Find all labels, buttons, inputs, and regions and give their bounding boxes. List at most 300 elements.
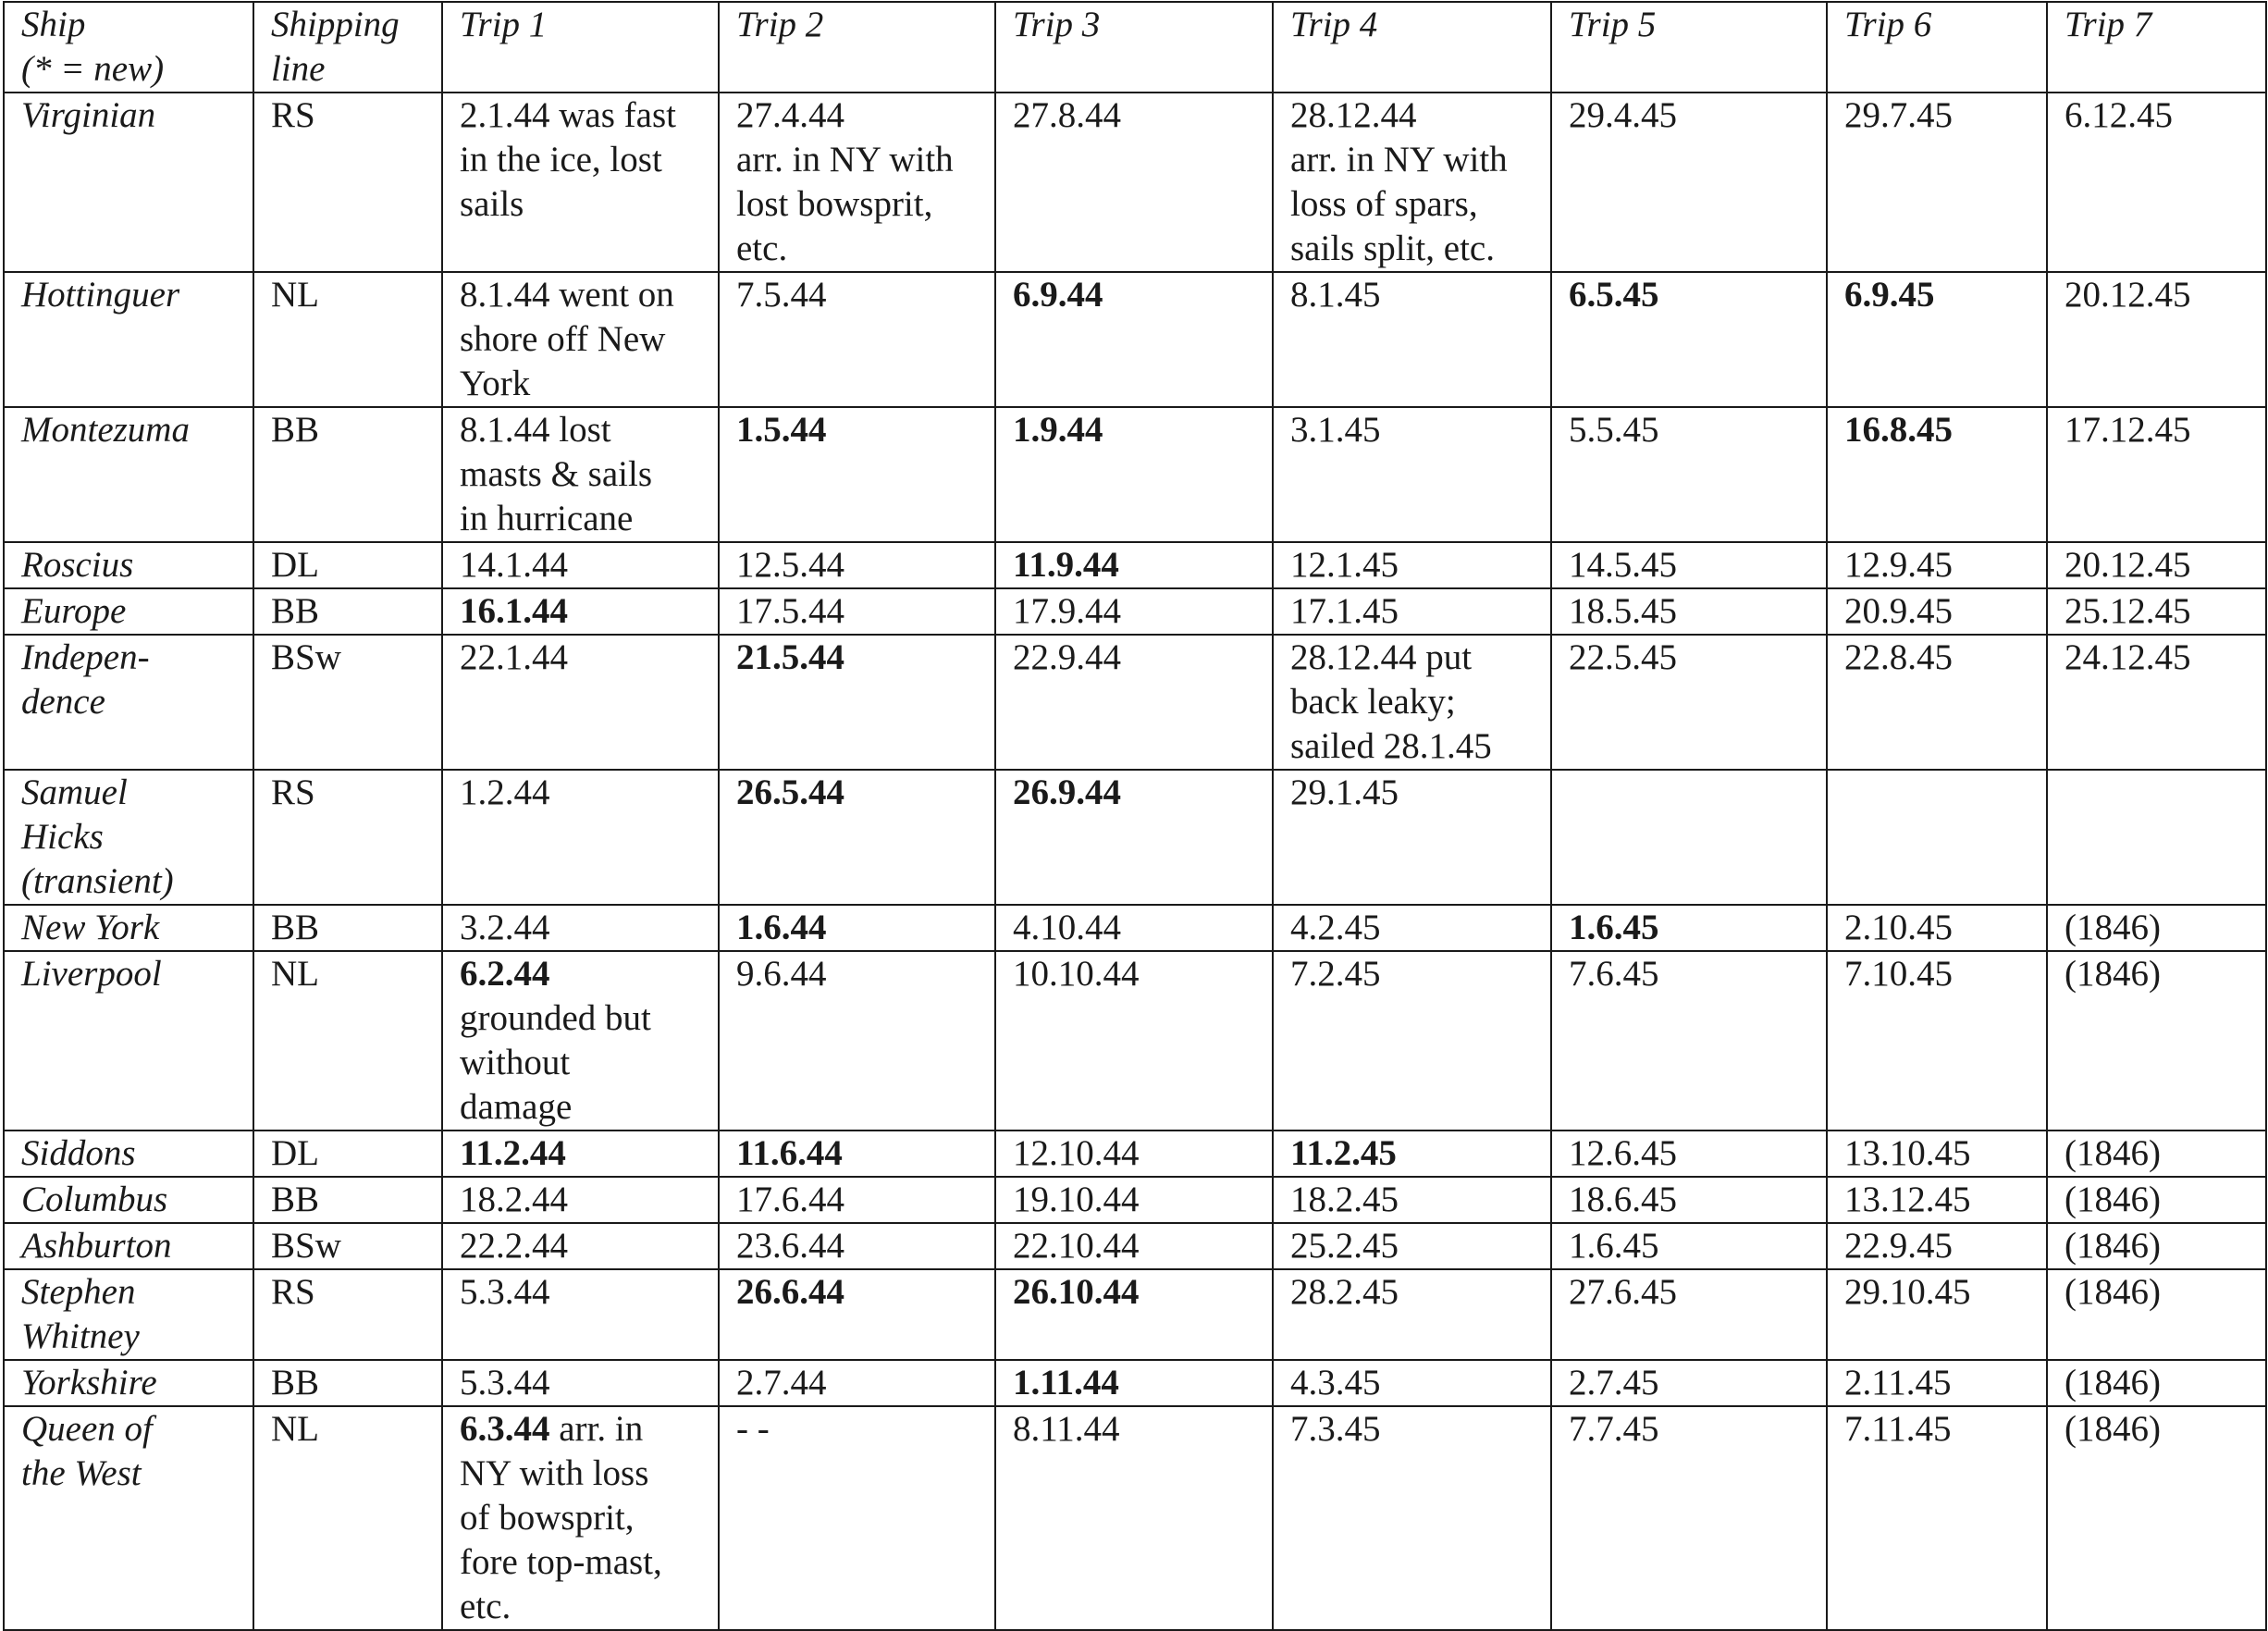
trip-text-line: [2065, 1131, 2260, 1176]
trip-2-cell: [719, 1177, 995, 1223]
trip-text-line: [1290, 543, 1545, 587]
trip-4-cell: [1273, 635, 1551, 770]
trip-text: 27.8.44: [1013, 95, 1121, 135]
trip-text-line: [460, 138, 712, 182]
trip-6-cell: [1827, 588, 2047, 635]
ship-name-line: Yorkshire: [21, 1363, 157, 1402]
trip-text-line: [2065, 952, 2260, 996]
trip-text: 7.5.44: [736, 275, 827, 315]
trip-text-line: [736, 952, 989, 996]
trip-text-line: [2065, 408, 2260, 452]
trip-4-cell: [1273, 951, 1551, 1131]
trip-text-line: [736, 1178, 989, 1222]
trip-2-cell: [719, 951, 995, 1131]
ship-name-cell: [4, 1223, 253, 1269]
table-row: [4, 905, 2266, 951]
trip-text-line: [736, 1270, 989, 1315]
trip-text-line: [2065, 636, 2260, 680]
trip-text: 2.7.44: [736, 1363, 827, 1402]
trip-text-line: [1569, 1224, 1820, 1268]
trip-text: York: [460, 364, 531, 403]
trip-date-bold: 6.2.44: [460, 954, 550, 994]
ship-name-line: (transient): [21, 861, 174, 901]
trip-1-cell: [442, 588, 719, 635]
trip-text-line: [460, 1540, 712, 1585]
trip-text-line: [1569, 1131, 1820, 1176]
ship-name-cell: [4, 951, 253, 1131]
trip-1-cell: [442, 1131, 719, 1177]
trip-text: 22.8.45: [1844, 637, 1953, 677]
trip-7-cell: [2047, 1131, 2266, 1177]
trip-text-line: [1844, 408, 2040, 452]
trip-text-line: [736, 93, 989, 138]
header-ship-line: (* = new): [21, 49, 165, 89]
trip-text-line: [1569, 589, 1820, 634]
ship-name-cell: [4, 905, 253, 951]
ship-name-cell: [4, 1177, 253, 1223]
trip-text-line: [460, 771, 712, 815]
trip-text: etc.: [460, 1587, 512, 1626]
ship-name-cell: [4, 93, 253, 272]
trip-date-bold: 11.9.44: [1013, 545, 1119, 585]
trip-3-cell: [995, 542, 1273, 588]
trip-text: 4.3.45: [1290, 1363, 1381, 1402]
trip-6-cell: [1827, 1406, 2047, 1630]
trip-3-cell: [995, 1406, 1273, 1630]
header-line-text: line: [271, 49, 326, 89]
trip-text-line: [1844, 952, 2040, 996]
ship-name-cell: [4, 1406, 253, 1630]
trip-text-line: [460, 1361, 712, 1405]
table-body: [4, 93, 2266, 1630]
trip-1-cell: [442, 1177, 719, 1223]
trip-2-cell: [719, 1269, 995, 1360]
trip-1-cell: [442, 770, 719, 905]
shipping-line-cell: RS: [253, 770, 442, 905]
trip-date-bold: 26.5.44: [736, 772, 844, 812]
trip-text-line: [736, 408, 989, 452]
trip-text: without: [460, 1043, 571, 1082]
header-trip-7: Trip 7: [2047, 2, 2266, 93]
trip-text: sails: [460, 184, 524, 224]
trip-5-cell: [1551, 951, 1827, 1131]
header-trip-6: Trip 6: [1827, 2, 2047, 93]
trip-1-cell: [442, 905, 719, 951]
trip-text: 3.2.44: [460, 908, 550, 947]
trip-text: back leaky;: [1290, 682, 1456, 722]
trip-text-line: [1013, 1224, 1266, 1268]
trip-text-line: [1290, 952, 1545, 996]
trip-3-cell: [995, 93, 1273, 272]
ship-name-line: Hottinguer: [21, 275, 180, 315]
trip-text-line: [1013, 408, 1266, 452]
trip-text: (1846): [2065, 908, 2161, 947]
trip-date-bold: 1.6.45: [1569, 908, 1659, 947]
trip-text-line: [1290, 680, 1545, 724]
trip-text: 27.6.45: [1569, 1272, 1677, 1312]
trip-text-line: [1013, 771, 1266, 815]
trip-date-bold: 6.5.45: [1569, 275, 1659, 315]
trip-7-cell: [2047, 951, 2266, 1131]
trip-text-line: [1290, 273, 1545, 317]
trip-text: in the ice, lost: [460, 140, 662, 179]
trip-1-cell: [442, 951, 719, 1131]
trip-text: 2.10.45: [1844, 908, 1953, 947]
trip-6-cell: [1827, 1269, 2047, 1360]
ship-name-line: Virginian: [21, 95, 156, 135]
shipping-line-cell: NL: [253, 951, 442, 1131]
trip-2-cell: [719, 1131, 995, 1177]
trip-text-line: [1290, 1224, 1545, 1268]
trip-2-cell: [719, 272, 995, 407]
trip-text-line: [736, 589, 989, 634]
trip-text-line: [460, 362, 712, 406]
trip-6-cell: [1827, 407, 2047, 542]
ship-name-line: Europe: [21, 591, 127, 631]
trip-text: 17.12.45: [2065, 410, 2191, 450]
shipping-line-cell: NL: [253, 272, 442, 407]
shipping-line-cell: BB: [253, 905, 442, 951]
table-row: [4, 588, 2266, 635]
trip-text: 28.2.45: [1290, 1272, 1399, 1312]
table-row: [4, 1406, 2266, 1630]
trip-text: 2.1.44 was fast: [460, 95, 676, 135]
trip-text: 3.1.45: [1290, 410, 1381, 450]
trip-text: loss of spars,: [1290, 184, 1478, 224]
trip-date-bold: 26.9.44: [1013, 772, 1121, 812]
trip-text-line: [1290, 589, 1545, 634]
shipping-line-cell: DL: [253, 542, 442, 588]
trip-text-line: [1290, 1361, 1545, 1405]
trip-text-line: [1013, 589, 1266, 634]
trip-text: (1846): [2065, 1180, 2161, 1219]
trip-6-cell: [1827, 951, 2047, 1131]
trip-text: 12.6.45: [1569, 1133, 1677, 1173]
table-row: [4, 1177, 2266, 1223]
ship-name-line: Hicks: [21, 817, 104, 857]
trip-text-line: [1844, 1361, 2040, 1405]
table-row: [4, 542, 2266, 588]
trip-text: fore top-mast,: [460, 1542, 662, 1582]
trip-text-line: [1013, 1361, 1266, 1405]
trip-text-line: [736, 1407, 989, 1452]
trip-text: sails split, etc.: [1290, 229, 1495, 268]
trip-4-cell: [1273, 1269, 1551, 1360]
trip-3-cell: [995, 1177, 1273, 1223]
trip-text-line: [1844, 273, 2040, 317]
trip-text: in hurricane: [460, 499, 634, 538]
trip-text: 17.9.44: [1013, 591, 1121, 631]
trip-text-line: [2065, 273, 2260, 317]
trip-text-line: [1844, 1131, 2040, 1176]
trip-text: (1846): [2065, 1363, 2161, 1402]
trip-5-cell: [1551, 1131, 1827, 1177]
trip-4-cell: [1273, 1406, 1551, 1630]
trip-5-cell: [1551, 272, 1827, 407]
trip-text: 14.1.44: [460, 545, 568, 585]
ship-name-cell: [4, 1360, 253, 1406]
trip-text-line: [460, 408, 712, 452]
header-trip-3: Trip 3: [995, 2, 1273, 93]
trip-text-line: [1844, 1178, 2040, 1222]
trip-text: 27.4.44: [736, 95, 844, 135]
trip-text: 17.5.44: [736, 591, 844, 631]
trip-text-line: [736, 906, 989, 950]
trip-text-line: [1569, 1407, 1820, 1452]
trip-date-bold: 6.3.44: [460, 1409, 550, 1449]
trip-text-line: [1013, 543, 1266, 587]
trip-3-cell: [995, 905, 1273, 951]
ship-name-line: Roscius: [21, 545, 134, 585]
trip-7-cell: [2047, 1177, 2266, 1223]
trip-text-line: [736, 636, 989, 680]
trip-text-line: [2065, 1270, 2260, 1315]
trip-6-cell: [1827, 1131, 2047, 1177]
trip-text-line: [460, 497, 712, 541]
trip-text: 7.3.45: [1290, 1409, 1381, 1449]
trip-text: 20.12.45: [2065, 275, 2191, 315]
trip-text-line: [1290, 182, 1545, 227]
trip-3-cell: [995, 272, 1273, 407]
trip-text-line: [460, 1496, 712, 1540]
trip-5-cell: [1551, 770, 1827, 905]
trip-text-line: [736, 1361, 989, 1405]
trip-1-cell: [442, 1406, 719, 1630]
trip-text: 24.12.45: [2065, 637, 2191, 677]
trip-5-cell: [1551, 1223, 1827, 1269]
trip-text: (1846): [2065, 1272, 2161, 1312]
trip-text-line: [1290, 227, 1545, 271]
ship-trips-table: [3, 1, 2267, 1631]
trip-text-line: [1569, 906, 1820, 950]
trip-text: 29.7.45: [1844, 95, 1953, 135]
trip-text-line: [1290, 408, 1545, 452]
trip-text-line: [460, 182, 712, 227]
trip-text: etc.: [736, 229, 788, 268]
trip-text-line: [736, 182, 989, 227]
trip-text: 18.5.45: [1569, 591, 1677, 631]
trip-text: 5.3.44: [460, 1363, 550, 1402]
trip-1-cell: [442, 272, 719, 407]
trip-5-cell: [1551, 635, 1827, 770]
trip-text-line: [1844, 93, 2040, 138]
trip-5-cell: [1551, 1269, 1827, 1360]
trip-text-line: [736, 1224, 989, 1268]
trip-text: 29.10.45: [1844, 1272, 1971, 1312]
trip-6-cell: [1827, 542, 2047, 588]
trip-text: 2.7.45: [1569, 1363, 1659, 1402]
trip-text: 5.5.45: [1569, 410, 1659, 450]
trip-7-cell: [2047, 407, 2266, 542]
trip-5-cell: [1551, 1177, 1827, 1223]
trip-text: 6.12.45: [2065, 95, 2173, 135]
trip-text-line: [1844, 906, 2040, 950]
trip-text-line: [1290, 1407, 1545, 1452]
trip-text-line: [1844, 1224, 2040, 1268]
ship-name-line: Indepen-: [21, 637, 150, 677]
trip-2-cell: [719, 905, 995, 951]
trip-text-line: [2065, 1224, 2260, 1268]
trip-4-cell: [1273, 905, 1551, 951]
trip-6-cell: [1827, 635, 2047, 770]
trip-text-line: [1013, 1131, 1266, 1176]
trip-date-bold: 16.8.45: [1844, 410, 1953, 450]
trip-date-bold: 1.11.44: [1013, 1363, 1119, 1402]
trip-1-cell: [442, 1223, 719, 1269]
trip-text: of bowsprit,: [460, 1498, 635, 1538]
trip-4-cell: [1273, 407, 1551, 542]
trip-text-line: [460, 906, 712, 950]
trip-text-line: [460, 1085, 712, 1130]
trip-text-line: [1013, 906, 1266, 950]
trip-text-line: [1569, 408, 1820, 452]
trip-date-bold: 1.5.44: [736, 410, 827, 450]
trip-text: arr. in: [549, 1409, 644, 1449]
trip-1-cell: [442, 407, 719, 542]
trip-text-line: [2065, 543, 2260, 587]
header-trip-5: Trip 5: [1551, 2, 1827, 93]
trip-text: - -: [736, 1409, 770, 1449]
trip-date-bold: 16.1.44: [460, 591, 568, 631]
trip-text-line: [736, 771, 989, 815]
trip-text-line: [736, 543, 989, 587]
ship-name-cell: [4, 272, 253, 407]
trip-text: 7.6.45: [1569, 954, 1659, 994]
trip-text-line: [460, 317, 712, 362]
trip-text-line: [2065, 589, 2260, 634]
trip-7-cell: [2047, 588, 2266, 635]
trip-text-line: [460, 452, 712, 497]
table-row: [4, 1223, 2266, 1269]
trip-text: 14.5.45: [1569, 545, 1677, 585]
trip-date-bold: 1.9.44: [1013, 410, 1103, 450]
trip-4-cell: [1273, 1177, 1551, 1223]
trip-text: 29.4.45: [1569, 95, 1677, 135]
trip-2-cell: [719, 1360, 995, 1406]
trip-text: 5.3.44: [460, 1272, 550, 1312]
trip-text: (1846): [2065, 1133, 2161, 1173]
trip-6-cell: [1827, 770, 2047, 905]
trip-6-cell: [1827, 272, 2047, 407]
trip-1-cell: [442, 93, 719, 272]
trip-date-bold: 21.5.44: [736, 637, 844, 677]
trip-date-bold: 6.9.45: [1844, 275, 1935, 315]
table-row: [4, 272, 2266, 407]
trip-5-cell: [1551, 93, 1827, 272]
shipping-line-cell: BB: [253, 407, 442, 542]
trip-text-line: [1569, 636, 1820, 680]
trip-text: 2.11.45: [1844, 1363, 1952, 1402]
trip-text: 7.11.45: [1844, 1409, 1952, 1449]
table-row: [4, 1131, 2266, 1177]
ship-name-cell: [4, 407, 253, 542]
trip-text: 22.9.45: [1844, 1226, 1953, 1266]
header-shipping-line: [253, 2, 442, 93]
ship-name-line: the West: [21, 1453, 142, 1493]
trip-2-cell: [719, 542, 995, 588]
trip-text: 23.6.44: [736, 1226, 844, 1266]
trip-text: 22.9.44: [1013, 637, 1121, 677]
trip-text: NY with loss: [460, 1453, 649, 1493]
trip-date-bold: 11.6.44: [736, 1133, 843, 1173]
trip-text-line: [1844, 636, 2040, 680]
trip-4-cell: [1273, 1360, 1551, 1406]
trip-text: 7.7.45: [1569, 1409, 1659, 1449]
trip-text: 18.2.45: [1290, 1180, 1399, 1219]
trip-7-cell: [2047, 93, 2266, 272]
trip-2-cell: [719, 1223, 995, 1269]
table-row: [4, 1269, 2266, 1360]
trip-text-line: [736, 227, 989, 271]
trip-text-line: [2065, 1407, 2260, 1452]
trip-2-cell: [719, 407, 995, 542]
trip-7-cell: [2047, 635, 2266, 770]
trip-text: 25.2.45: [1290, 1226, 1399, 1266]
trip-text-line: [1013, 273, 1266, 317]
trip-7-cell: [2047, 905, 2266, 951]
trip-text: (1846): [2065, 954, 2161, 994]
trip-text: 12.10.44: [1013, 1133, 1140, 1173]
trip-date-bold: 11.2.45: [1290, 1133, 1397, 1173]
shipping-line-cell: BB: [253, 1360, 442, 1406]
trip-text-line: [1569, 93, 1820, 138]
trip-text: 20.12.45: [2065, 545, 2191, 585]
trip-5-cell: [1551, 1360, 1827, 1406]
trip-text: arr. in NY with: [1290, 140, 1508, 179]
trip-text-line: [2065, 1361, 2260, 1405]
trip-text-line: [1290, 138, 1545, 182]
trip-text-line: [1290, 1131, 1545, 1176]
trip-text-line: [1013, 952, 1266, 996]
trip-text-line: [1290, 93, 1545, 138]
shipping-line-cell: DL: [253, 1131, 442, 1177]
trip-7-cell: [2047, 1269, 2266, 1360]
trip-3-cell: [995, 1269, 1273, 1360]
trip-text-line: [1569, 1270, 1820, 1315]
trip-text-line: [1844, 589, 2040, 634]
trip-4-cell: [1273, 272, 1551, 407]
trip-7-cell: [2047, 1360, 2266, 1406]
trip-text: grounded but: [460, 998, 651, 1038]
table-row: [4, 635, 2266, 770]
trip-text: 12.1.45: [1290, 545, 1399, 585]
shipping-line-cell: RS: [253, 1269, 442, 1360]
trip-2-cell: [719, 588, 995, 635]
trip-text-line: [1013, 1407, 1266, 1452]
trip-text-line: [1013, 636, 1266, 680]
trip-text-line: [1844, 543, 2040, 587]
ship-name-line: Stephen: [21, 1272, 136, 1312]
trip-date-bold: 26.6.44: [736, 1272, 844, 1312]
trip-5-cell: [1551, 905, 1827, 951]
ship-name-line: Columbus: [21, 1180, 168, 1219]
trip-text: 28.12.44: [1290, 95, 1417, 135]
header-ship-line: Ship: [21, 5, 86, 44]
trip-text: 18.6.45: [1569, 1180, 1677, 1219]
header-line-text: Shipping: [271, 5, 400, 44]
trip-text: 8.1.45: [1290, 275, 1381, 315]
trip-text-line: [1569, 543, 1820, 587]
trip-date-bold: 26.10.44: [1013, 1272, 1140, 1312]
header-ship: [4, 2, 253, 93]
table-row: [4, 951, 2266, 1131]
trip-text-line: [1290, 906, 1545, 950]
trip-4-cell: [1273, 588, 1551, 635]
trip-text: 8.1.44 went on: [460, 275, 674, 315]
trip-text: (1846): [2065, 1226, 2161, 1266]
trip-text-line: [1844, 1270, 2040, 1315]
trip-text-line: [1290, 724, 1545, 769]
